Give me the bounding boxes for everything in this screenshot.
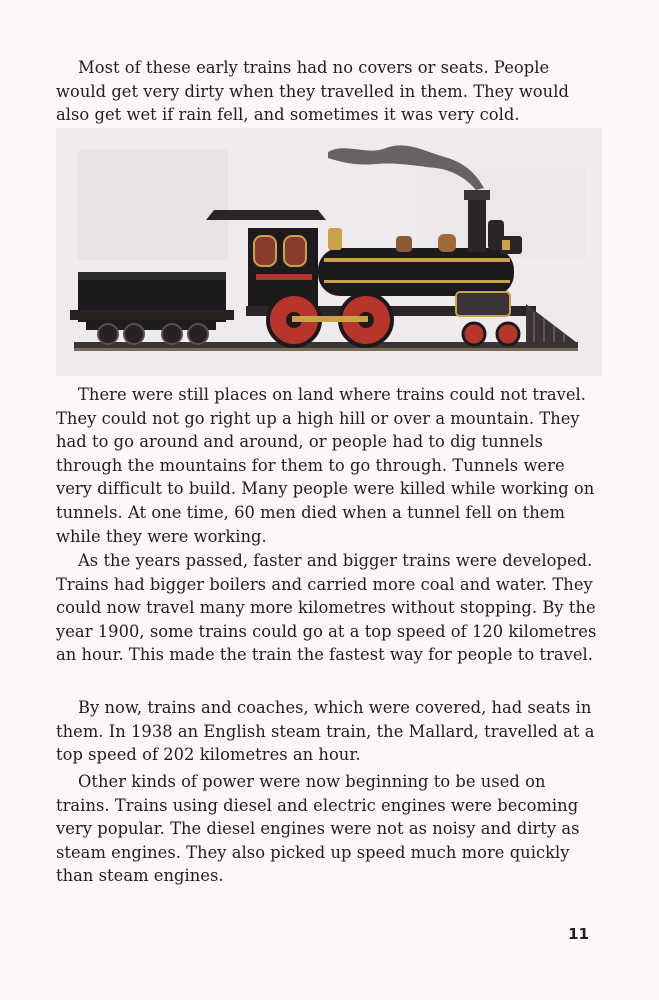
paragraph-early-trains: Most of these early trains had no covers or seats. People would get very dirty when they travelled in them. They would also get wet if rain fell, and sometimes it was very cold.: [56, 58, 569, 125]
paragraph-mallard: By now, trains and coaches, which were covered, had seats in them. In 1938 an English steam train, the Mallard, travelled at a top speed of 202 kilometres an hour.: [56, 698, 595, 765]
steam-locomotive-illustration: [56, 128, 602, 376]
paragraph-diesel-electric: Other kinds of power were now beginning to be used on trains. Trains using diesel and electric engines were becoming very popular. The diesel engines were not as noisy and dirty as steam engines. They also picked up speed much more quickly than steam engines.: [56, 772, 580, 886]
paragraph-tunnels: There were still places on land where trains could not travel. They could not go right up a high hill or over a mountain. They had to go around and around, or people had to dig tunnels through the mountains for them to go through. Tunnels were very difficult to build. Many people were killed while working on tunnels. At one time, 60 men died when a tunnel fell on them while they were working.: [56, 385, 595, 546]
paragraph-faster-trains: As the years passed, faster and bigger trains were developed. Trains had bigger boilers and carried more coal and water. They could now travel many more kilometres without stopping. By the year 1900, some trains could go at a top speed of 120 kilometres an hour. This made the train the fastest way for people to travel.: [56, 551, 597, 665]
page-number: 11: [568, 925, 589, 943]
